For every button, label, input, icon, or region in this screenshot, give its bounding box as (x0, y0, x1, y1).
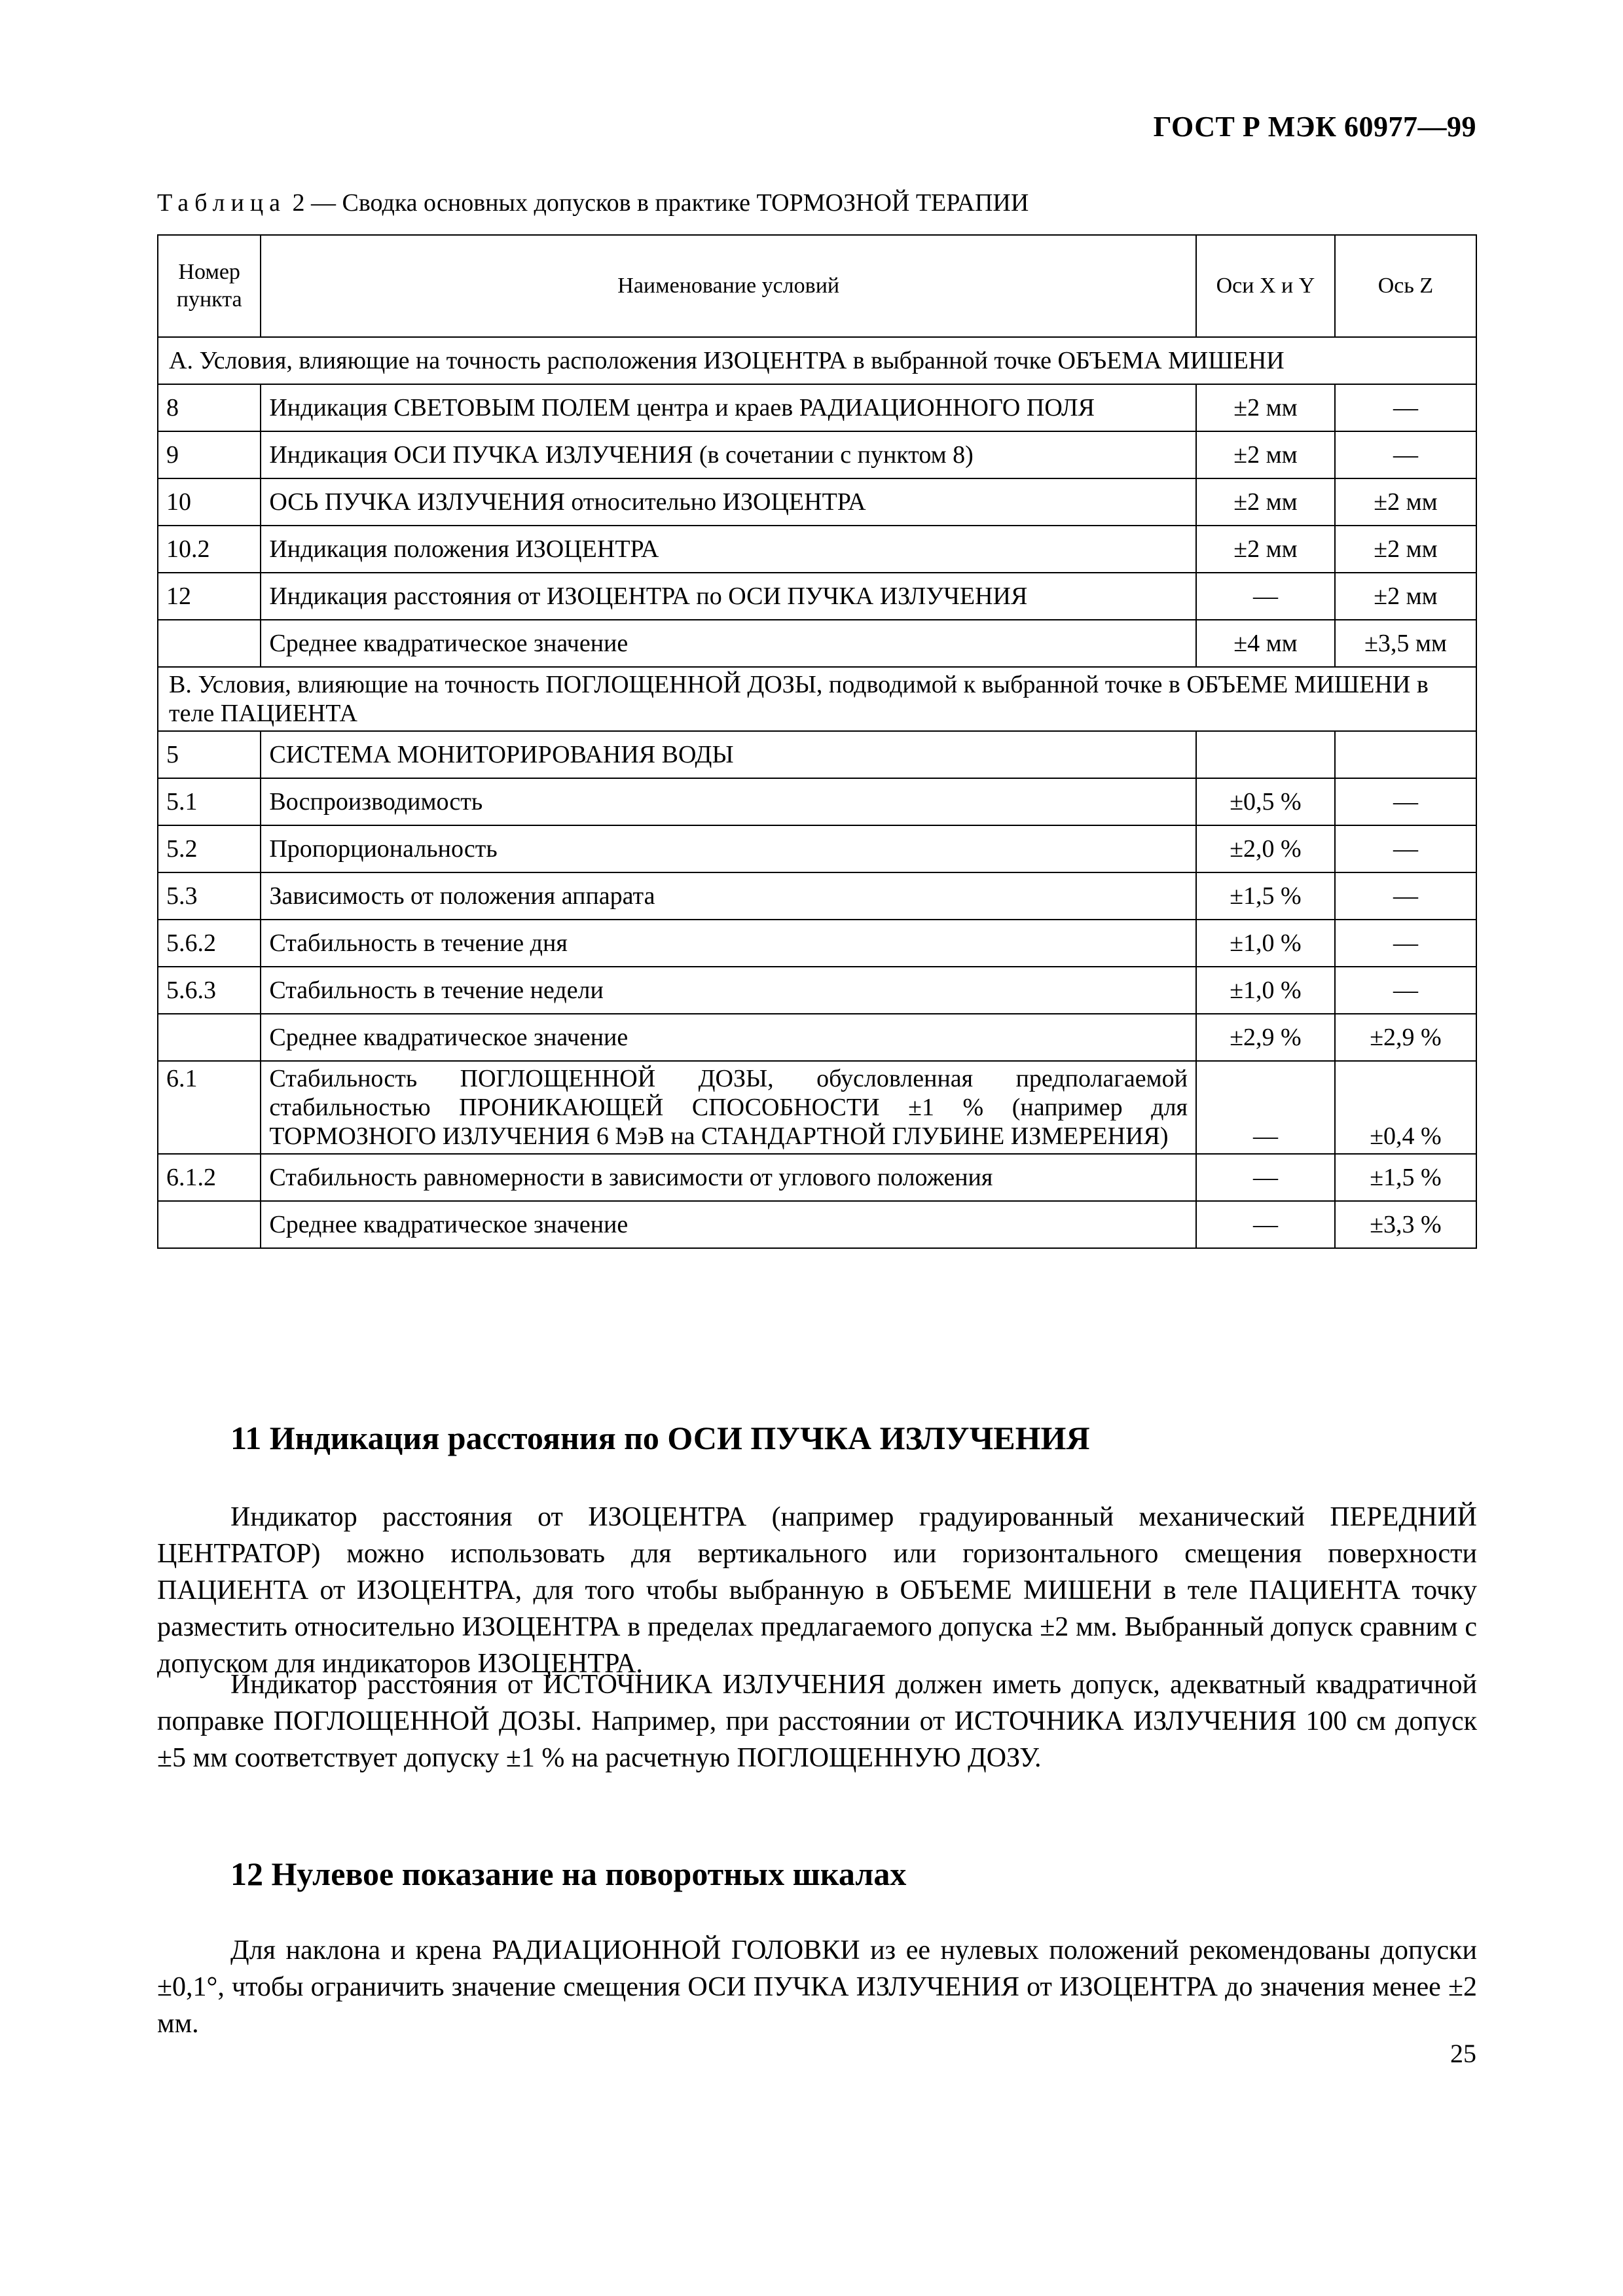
section-a-row (158, 337, 1476, 384)
cell-num: 5.6.3 (158, 967, 261, 1014)
table-row (158, 526, 1476, 573)
section-b-row (158, 667, 1476, 731)
cell-xy: ±2 мм (1196, 384, 1335, 431)
cell-z: — (1335, 778, 1476, 825)
cell-z: — (1335, 872, 1476, 920)
cell-name: СИСТЕМА МОНИТОРИРОВАНИЯ ВОДЫ (261, 731, 1196, 778)
cell-xy: ±2 мм (1196, 431, 1335, 478)
cell-name: Воспроизводимость (261, 778, 1196, 825)
table-header-row (158, 235, 1476, 337)
cell-xy: ±2 мм (1196, 478, 1335, 526)
cell-name: Стабильность равномерности в зависимости от углового положения (261, 1154, 1196, 1201)
cell-z: — (1335, 825, 1476, 872)
cell-xy: ±1,0 % (1196, 967, 1335, 1014)
cell-xy: ±2 мм (1196, 526, 1335, 573)
cell-num: 6.1 (158, 1061, 261, 1154)
cell-name: Индикация ОСИ ПУЧКА ИЗЛУЧЕНИЯ (в сочетании с пунктом 8) (261, 431, 1196, 478)
table-caption-word: Таблица (157, 189, 287, 217)
table-row (158, 778, 1476, 825)
table-caption-text: 2 — Сводка основных допусков в практике ТОРМОЗНОЙ ТЕРАПИИ (292, 189, 1029, 217)
cell-num: 5.6.2 (158, 920, 261, 967)
header-z: Ось Z (1335, 235, 1476, 337)
table-row (158, 573, 1476, 620)
header-xy: Оси X и Y (1196, 235, 1335, 337)
section-11-paragraph-1 (157, 1499, 1477, 1682)
section-12-paragraph-1 (157, 1932, 1477, 2042)
section-b-title: В. Условия, влияющие на точность ПОГЛОЩЕННОЙ ДОЗЫ, подводимой к выбранной точке в ОБЪЕМЕ МИШЕНИ в теле ПАЦИЕНТА (158, 667, 1476, 731)
table-row (158, 731, 1476, 778)
cell-xy: ±4 мм (1196, 620, 1335, 667)
cell-z: ±1,5 % (1335, 1154, 1476, 1201)
table-row (158, 825, 1476, 872)
cell-xy: ±1,5 % (1196, 872, 1335, 920)
cell-z: ±0,4 % (1335, 1061, 1476, 1154)
cell-num: 6.1.2 (158, 1154, 261, 1201)
header-name: Наименование условий (261, 235, 1196, 337)
cell-xy (1196, 731, 1335, 778)
header-num: Номер пункта (158, 235, 261, 337)
cell-z: ±2,9 % (1335, 1014, 1476, 1061)
cell-name: Стабильность в течение недели (261, 967, 1196, 1014)
cell-xy: — (1196, 1201, 1335, 1248)
section-12-title: 12 Нулевое показание на поворотных шкалах (230, 1856, 907, 1892)
table-row (158, 872, 1476, 920)
document-header: ГОСТ Р МЭК 60977—99 (1153, 111, 1476, 143)
table-row (158, 1201, 1476, 1248)
cell-name: Пропорциональность (261, 825, 1196, 872)
cell-z: ±2 мм (1335, 478, 1476, 526)
cell-num: 12 (158, 573, 261, 620)
table-row (158, 1061, 1476, 1154)
cell-xy: ±0,5 % (1196, 778, 1335, 825)
cell-name: Среднее квадратическое значение (261, 620, 1196, 667)
table-row (158, 967, 1476, 1014)
section-11-title: 11 Индикация расстояния по ОСИ ПУЧКА ИЗЛУЧЕНИЯ (230, 1420, 1090, 1456)
cell-xy: — (1196, 573, 1335, 620)
table-row (158, 920, 1476, 967)
cell-num: 8 (158, 384, 261, 431)
cell-xy: — (1196, 1061, 1335, 1154)
cell-xy: ±2,9 % (1196, 1014, 1335, 1061)
cell-xy: ±1,0 % (1196, 920, 1335, 967)
cell-z (1335, 731, 1476, 778)
cell-z: — (1335, 967, 1476, 1014)
cell-name: ОСЬ ПУЧКА ИЗЛУЧЕНИЯ относительно ИЗОЦЕНТРА (261, 478, 1196, 526)
cell-z: — (1335, 920, 1476, 967)
cell-num: 5.1 (158, 778, 261, 825)
table-row (158, 620, 1476, 667)
cell-z: ±2 мм (1335, 573, 1476, 620)
cell-name: Индикация положения ИЗОЦЕНТРА (261, 526, 1196, 573)
cell-z: — (1335, 431, 1476, 478)
cell-num: 10 (158, 478, 261, 526)
table-row (158, 384, 1476, 431)
table-caption (157, 188, 1029, 217)
cell-z: — (1335, 384, 1476, 431)
section-a-title: А. Условия, влияющие на точность расположения ИЗОЦЕНТРА в выбранной точке ОБЪЕМА МИШЕНИ (158, 337, 1476, 384)
table-row (158, 1014, 1476, 1061)
cell-name: Индикация расстояния от ИЗОЦЕНТРА по ОСИ ПУЧКА ИЗЛУЧЕНИЯ (261, 573, 1196, 620)
cell-z: ±2 мм (1335, 526, 1476, 573)
cell-num (158, 620, 261, 667)
cell-num: 5 (158, 731, 261, 778)
cell-name: Стабильность ПОГЛОЩЕННОЙ ДОЗЫ, обусловленная предполагаемой стабильностью ПРОНИКАЮЩЕЙ СПОСОБНОСТИ ±1 % (например для ТОРМОЗНОГО ИЗЛУЧЕНИЯ 6 МэВ на СТАНДАРТНОЙ ГЛУБИНЕ ИЗМЕРЕНИЯ) (261, 1061, 1196, 1154)
table-row (158, 1154, 1476, 1201)
section-11-paragraph-2 (157, 1666, 1477, 1776)
section-12-text-1: Для наклона и крена РАДИАЦИОННОЙ ГОЛОВКИ из ее нулевых положений рекомендованы допуски ±0,1°, чтобы ограничить значение смещения ОСИ ПУЧКА ИЗЛУЧЕНИЯ от ИЗОЦЕНТРА до значения менее ±2 мм. (157, 1935, 1477, 2039)
page-number: 25 (1450, 2039, 1476, 2068)
cell-name: Среднее квадратическое значение (261, 1201, 1196, 1248)
cell-num (158, 1201, 261, 1248)
cell-num: 5.2 (158, 825, 261, 872)
section-11-text-2: Индикатор расстояния от ИСТОЧНИКА ИЗЛУЧЕНИЯ должен иметь допуск, адекватный квадратичной поправке ПОГЛОЩЕННОЙ ДОЗЫ. Например, при расстоянии от ИСТОЧНИКА ИЗЛУЧЕНИЯ 100 см допуск ±5 мм соответствует допуску ±1 % на расчетную ПОГЛОЩЕННУЮ ДОЗУ. (157, 1670, 1477, 1773)
cell-xy: ±2,0 % (1196, 825, 1335, 872)
cell-z: ±3,5 мм (1335, 620, 1476, 667)
table-row (158, 478, 1476, 526)
table-row (158, 431, 1476, 478)
cell-num: 5.3 (158, 872, 261, 920)
cell-num: 10.2 (158, 526, 261, 573)
tolerance-table (157, 234, 1477, 1249)
cell-num (158, 1014, 261, 1061)
cell-name: Стабильность в течение дня (261, 920, 1196, 967)
section-11-text-1: Индикатор расстояния от ИЗОЦЕНТРА (например градуированный механический ПЕРЕДНИЙ ЦЕНТРАТОР) можно использовать для вертикального или горизонтального смещения поверхности ПАЦИЕНТА от ИЗОЦЕНТРА, для того чтобы выбранную в ОБЪЕМЕ МИШЕНИ в теле ПАЦИЕНТА точку разместить относительно ИЗОЦЕНТРА в пределах предлагаемого допуска ±2 мм. Выбранный допуск сравним с допуском для индикаторов ИЗОЦЕНТРА. (157, 1502, 1477, 1679)
cell-num: 9 (158, 431, 261, 478)
cell-z: ±3,3 % (1335, 1201, 1476, 1248)
cell-xy: — (1196, 1154, 1335, 1201)
cell-name: Индикация СВЕТОВЫМ ПОЛЕМ центра и краев РАДИАЦИОННОГО ПОЛЯ (261, 384, 1196, 431)
cell-name: Среднее квадратическое значение (261, 1014, 1196, 1061)
cell-name: Зависимость от положения аппарата (261, 872, 1196, 920)
